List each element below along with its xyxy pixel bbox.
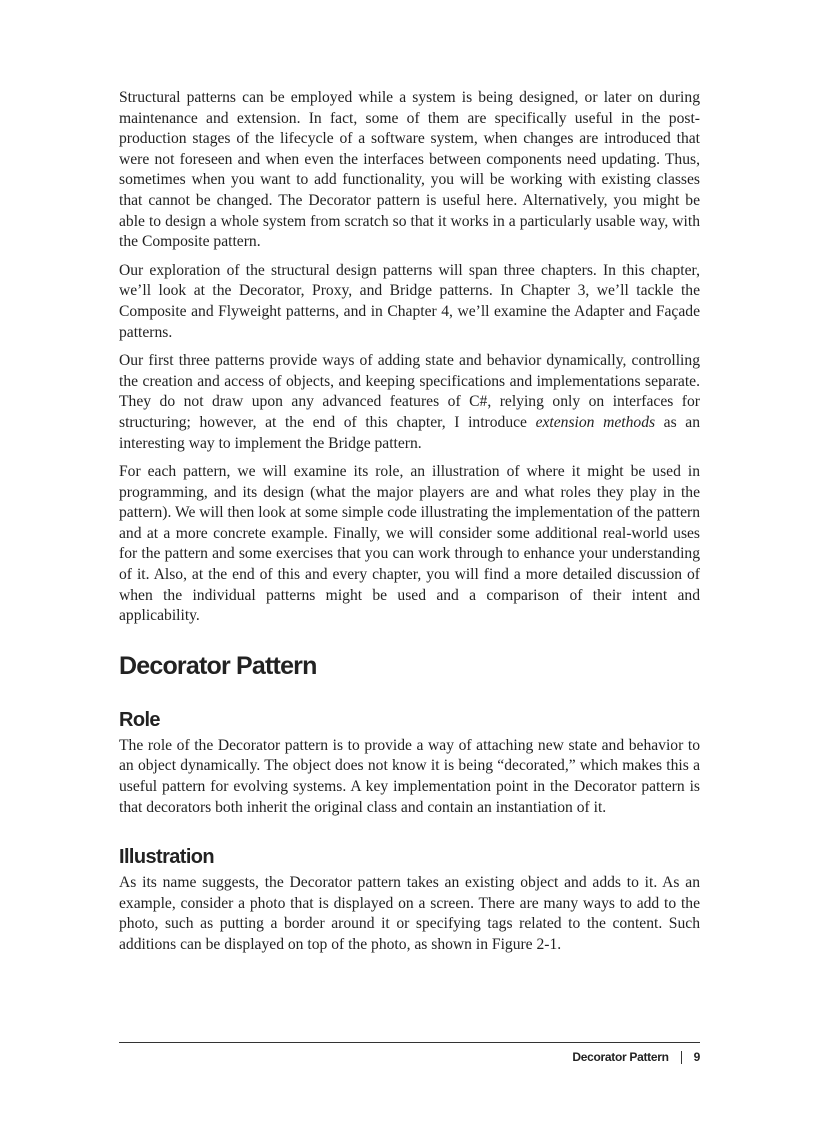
illustration-heading: Illustration	[119, 846, 215, 869]
intro-paragraph-1: Structural patterns can be employed while a system is being designed, or later on during maintenance and extension. In fact, some of them are specifically useful in the post-production stages of the lifecycle of a software system, when changes are introduced that were not foreseen and when even the interfaces between components need updating. Thus, sometimes when you want to add functionality, you will be working with existing classes that cannot be changed. The Decorator pattern is useful here. Alternatively, you might be able to design a whole system from scratch so that it works in a particularly usable way, with the Composite pattern.	[119, 89, 700, 251]
intro-paragraph-4: For each pattern, we will examine its role, an illustration of where it might be used in programming, and its design (what the major players are and what roles they play in the pattern). We will then look at some simple code illustrating the implementation of the pattern and at a more concrete example. Finally, we will consider some additional real-world uses for the pattern and some exercises that you can work through to enhance your understanding of it. Also, at the end of this and every chapter, you will find a more detailed discussion of when the individual patterns might be used and a comparison of their intent and applicability.	[119, 463, 700, 625]
extension-methods-term: extension methods	[535, 413, 656, 431]
intro-paragraph-3-start: Our first three patterns provide ways of adding state and behavior dynamically, controlling the creation and access of objects, and keeping specifications and implementations separate. They do not draw upon any advanced features of C#, relying only on interfaces for structuring; however, at the end of this chapter, I introduce	[119, 352, 700, 431]
intro-paragraph-3-end: as an interesting way to implement the Bridge pattern.	[119, 413, 700, 452]
footer-divider	[119, 1042, 700, 1043]
page-body	[119, 88, 700, 964]
role-paragraph: The role of the Decorator pattern is to provide a way of attaching new state and behavior to an object dynamically. The object does not know it is being “decorated,” which makes this a useful pattern for evolving systems. A key implementation point in the Decorator pattern is that decorators both inherit the original class and contain an instantiation of it.	[119, 736, 700, 816]
role-heading: Role	[119, 708, 160, 731]
running-title: Decorator Pattern	[572, 1050, 669, 1064]
illustration-paragraph: As its name suggests, the Decorator pattern takes an existing object and adds to it. As an example, consider a photo that is displayed on a screen. There are many ways to add to the photo, such as putting a border around it or specifying tags related to the content. Such additions can be displayed on top of the photo, as shown in Figure 2-1.	[119, 874, 700, 953]
page-number: 9	[693, 1050, 700, 1064]
page-footer	[572, 1050, 700, 1064]
intro-paragraph-3	[119, 351, 700, 454]
footer-separator	[681, 1051, 682, 1064]
section-title: Decorator Pattern	[119, 651, 317, 680]
intro-paragraph-2: Our exploration of the structural design patterns will span three chapters. In this chapter, we’ll look at the Decorator, Proxy, and Bridge patterns. In Chapter 3, we’ll tackle the Composite and Flyweight patterns, and in Chapter 4, we’ll examine the Adapter and Façade patterns.	[119, 261, 700, 341]
